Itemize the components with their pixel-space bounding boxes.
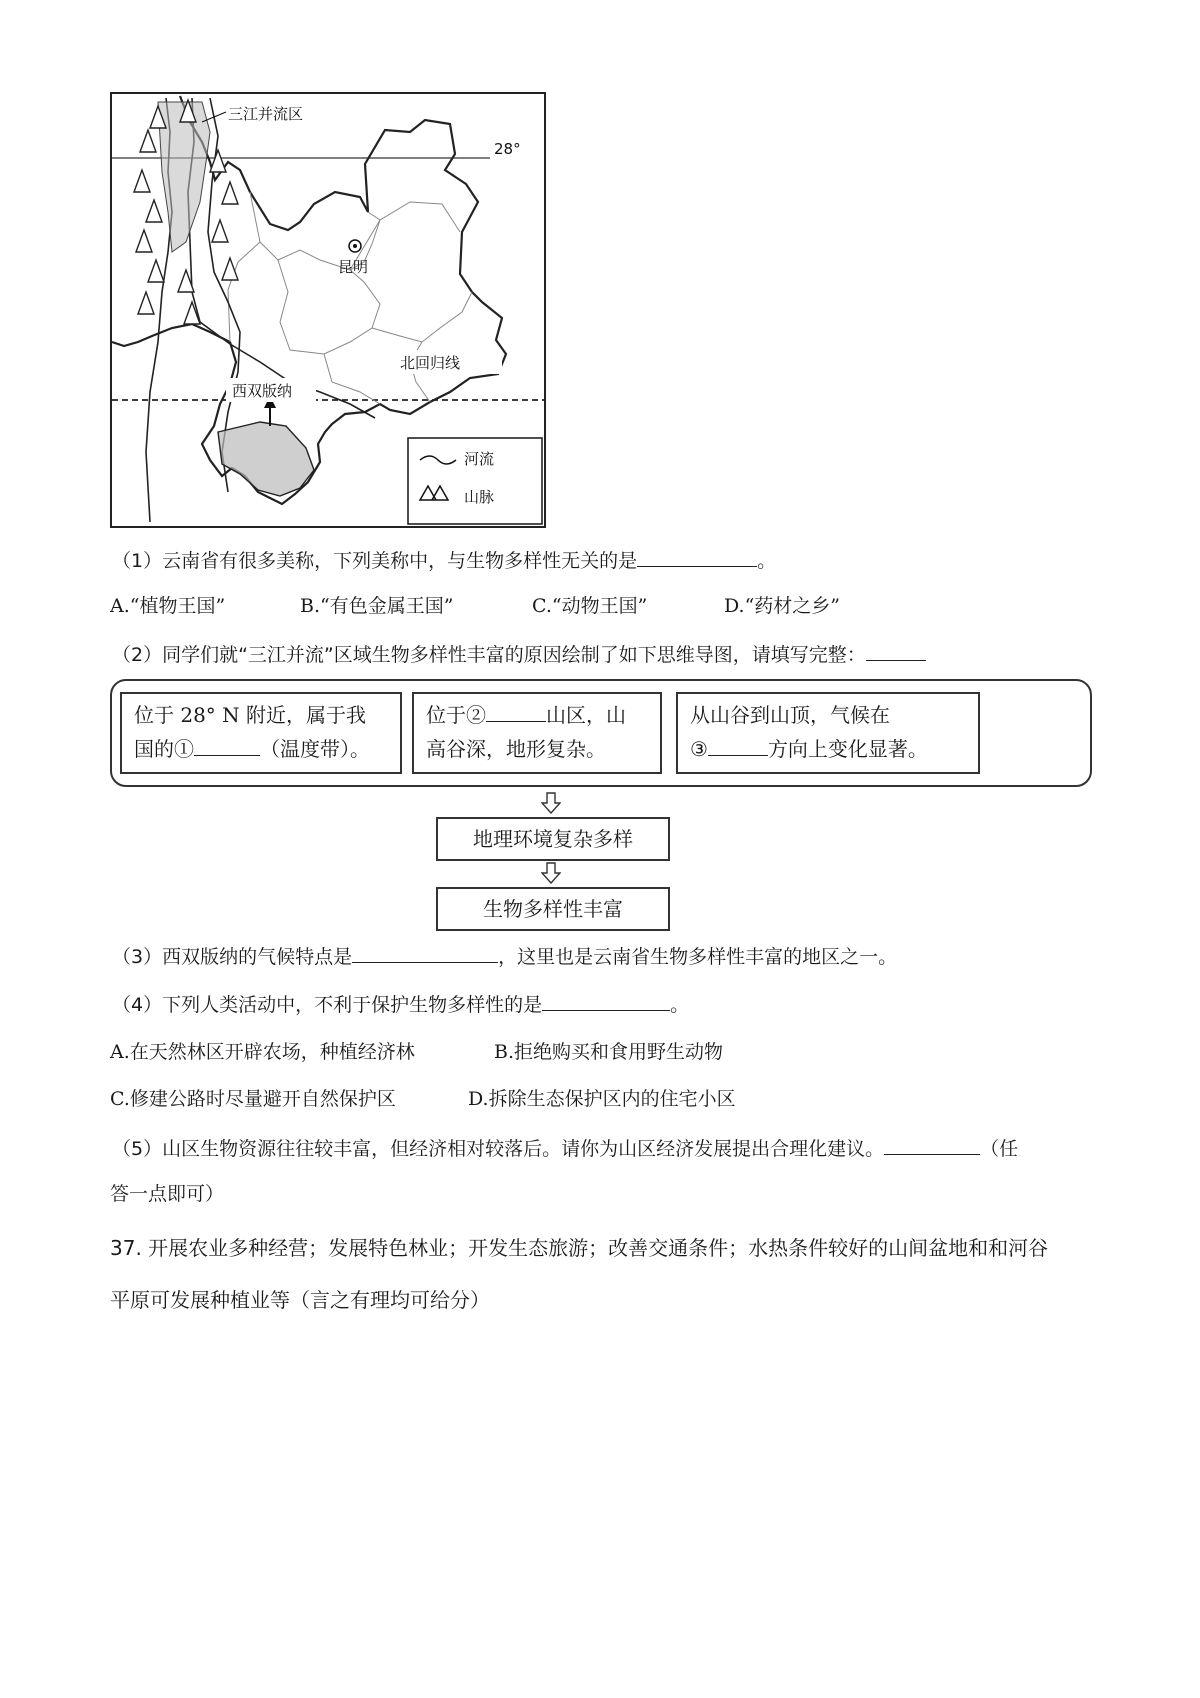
- question-5-end: （任: [980, 1138, 1019, 1160]
- label-latitude: 28°: [494, 140, 521, 158]
- question-3-text-a: （3）西双版纳的气候特点是: [112, 946, 353, 968]
- down-arrow-icon: [541, 792, 561, 814]
- q1-option-d[interactable]: D.“药材之乡”: [724, 595, 841, 617]
- box2-line1b: 山区，山: [546, 703, 626, 727]
- box1-line1: 位于 28° N 附近，属于我: [134, 703, 367, 727]
- box3-line1: 从山谷到山顶，气候在: [690, 703, 890, 727]
- question-1: [112, 546, 776, 574]
- blank-circle-2[interactable]: [486, 701, 546, 722]
- question-2: [112, 640, 926, 668]
- box1-line2a: 国的①: [134, 737, 194, 761]
- q4-option-d[interactable]: D.拆除生态保护区内的住宅小区: [468, 1088, 736, 1110]
- legend-mountain-label: 山脉: [464, 488, 495, 506]
- answer-37-line2: 平原可发展种植业等（言之有理均可给分）: [110, 1288, 490, 1312]
- box2-line2: 高谷深，地形复杂。: [426, 737, 606, 761]
- legend-river-label: 河流: [464, 450, 495, 468]
- box1-line2b: （温度带）。: [260, 737, 370, 761]
- question-3: [112, 942, 897, 970]
- down-arrow-icon: [541, 862, 561, 884]
- label-tropic: 北回归线: [400, 354, 461, 372]
- mind-map-box-3: [676, 692, 980, 774]
- q4-option-b[interactable]: B.拒绝购买和食用野生动物: [494, 1041, 724, 1063]
- blank-circle-1[interactable]: [194, 735, 260, 756]
- answer-blank-4[interactable]: [542, 990, 670, 1011]
- answer-blank-2[interactable]: [866, 640, 926, 661]
- question-1-end: 。: [757, 550, 777, 572]
- answer-text-line1: 开展农业多种经营；发展特色林业；开发生态旅游；改善交通条件；水热条件较好的山间盆地和和河谷: [141, 1236, 1049, 1260]
- box3-line2b: 方向上变化显著。: [767, 737, 928, 761]
- label-sanjiang: 三江并流区: [228, 105, 304, 123]
- question-4-end: 。: [670, 994, 690, 1016]
- answer-37-line1: [110, 1234, 1048, 1262]
- question-4-text: （4）下列人类活动中，不利于保护生物多样性的是: [112, 994, 543, 1016]
- question-1-text: （1）云南省有很多美称，下列美称中，与生物多样性无关的是: [112, 550, 638, 572]
- flow-box-biodiversity: 生物多样性丰富: [436, 887, 670, 931]
- label-kunming: 昆明: [338, 258, 369, 276]
- box2-line1a: 位于②: [426, 703, 486, 727]
- box3-line2a: ③: [690, 737, 708, 761]
- blank-circle-3[interactable]: [708, 735, 768, 756]
- label-xishuangbanna: 西双版纳: [232, 382, 293, 400]
- q1-option-c[interactable]: C.“动物王国”: [532, 595, 648, 617]
- answer-blank-1[interactable]: [637, 546, 757, 567]
- yunnan-map: [110, 92, 546, 528]
- mind-map-box-1: [120, 692, 402, 774]
- answer-number: 37.: [110, 1236, 142, 1260]
- flow-box-environment: 地理环境复杂多样: [436, 817, 670, 861]
- question-5-line2: 答一点即可）: [110, 1183, 225, 1205]
- q4-option-a[interactable]: A.在天然林区开辟农场，种植经济林: [110, 1041, 415, 1063]
- q1-option-b[interactable]: B.“有色金属王国”: [300, 595, 454, 617]
- mind-map-box-2: [412, 692, 662, 774]
- question-4: [112, 990, 689, 1018]
- question-2-text: （2）同学们就“三江并流”区域生物多样性丰富的原因绘制了如下思维导图，请填写完整：: [112, 644, 866, 666]
- q4-option-c[interactable]: C.修建公路时尽量避开自然保护区: [110, 1088, 396, 1110]
- question-3-text-b: ，这里也是云南省生物多样性丰富的地区之一。: [498, 946, 898, 968]
- question-5-text: （5）山区生物资源往往较丰富，但经济相对较落后。请你为山区经济发展提出合理化建议。: [112, 1138, 885, 1160]
- answer-blank-3[interactable]: [352, 942, 498, 963]
- q1-option-a[interactable]: A.“植物王国”: [110, 595, 226, 617]
- question-5: [112, 1134, 1018, 1162]
- answer-blank-5[interactable]: [884, 1134, 980, 1155]
